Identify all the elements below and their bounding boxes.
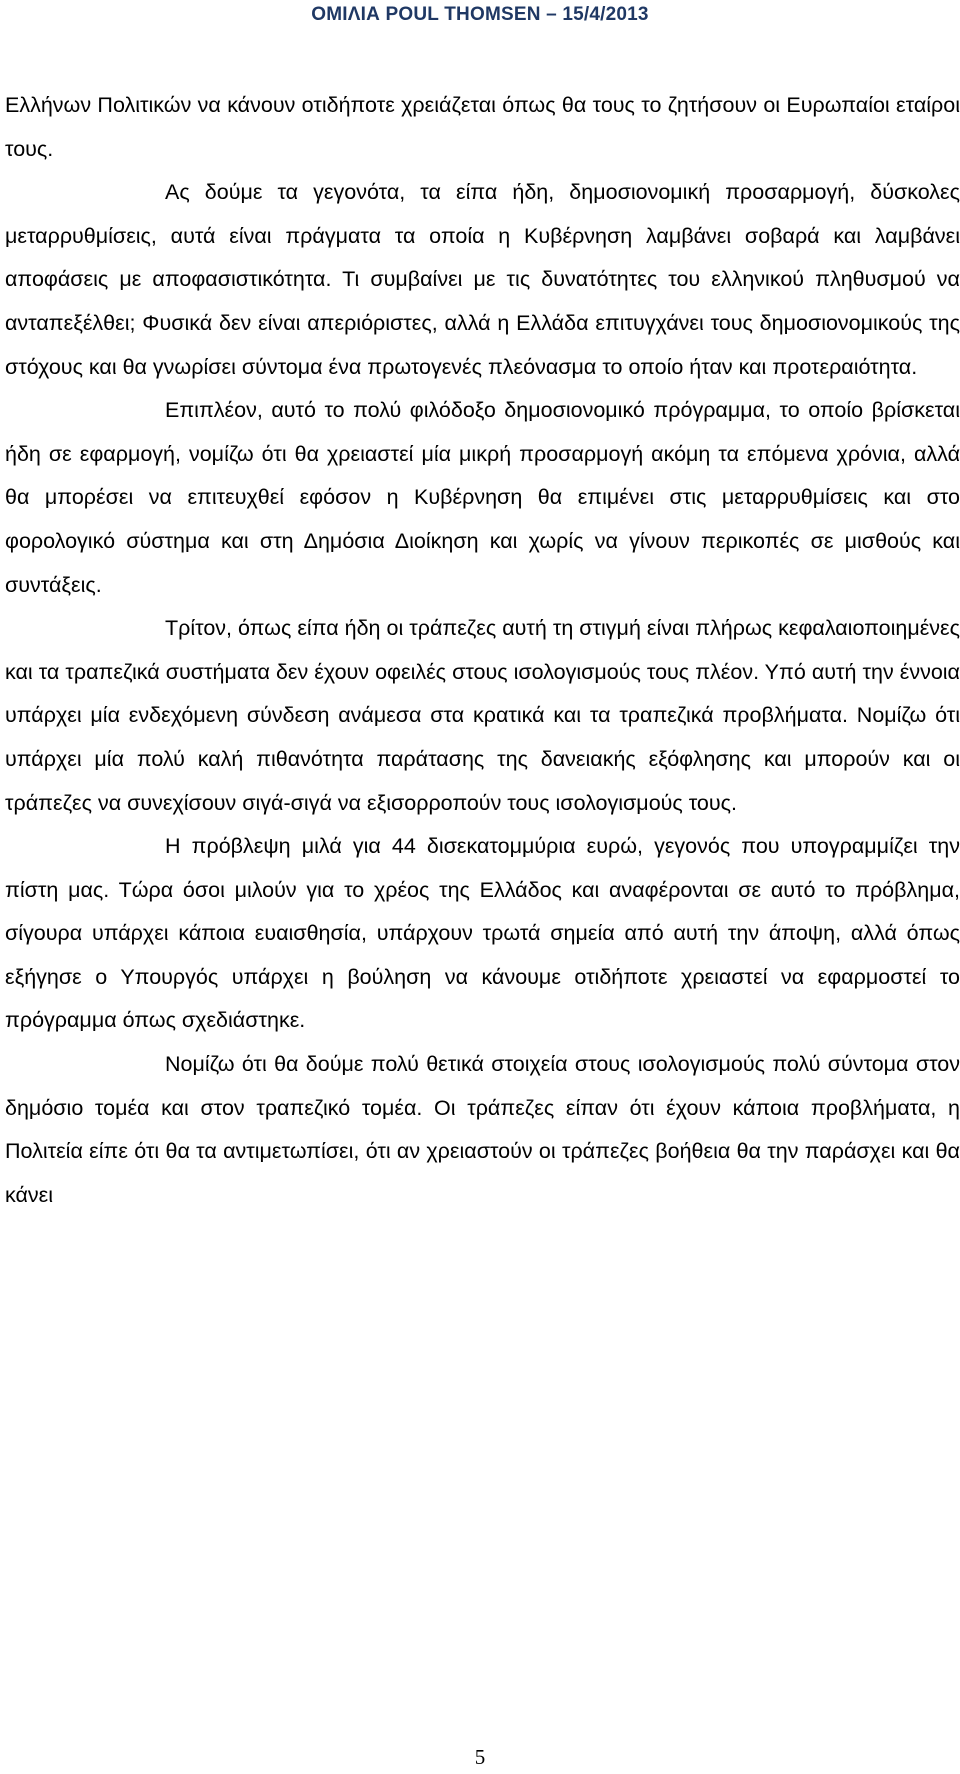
document-body [5,84,960,1217]
paragraph-6: Νομίζω ότι θα δούμε πολύ θετικά στοιχεία στους ισολογισμούς πολύ σύντομα στον δημόσιο τομέα και στον τραπεζικό τομέα. Οι τράπεζες είπαν ότι έχουν κάποια προβλήματα, η Πολιτεία είπε ότι θα τα αντιμετωπίσει, ότι αν χρειαστούν οι τράπεζες βοήθεια θα την παράσχει και θα κάνει [5,1052,960,1207]
paragraph-3: Επιπλέον, αυτό το πολύ φιλόδοξο δημοσιονομικό πρόγραμμα, το οποίο βρίσκεται ήδη σε εφαρμογή, νομίζω ότι θα χρειαστεί μία μικρή προσαρμογή ακόμη τα επόμενα χρόνια, αλλά θα μπορέσει να επιτευχθεί εφόσον η Κυβέρνηση θα επιμένει στις μεταρρυθμίσεις και στο φορολογικό σύστημα και στη Δημόσια Διοίκηση και χωρίς να γίνουν περικοπές σε μισθούς και συντάξεις. [5,398,960,597]
paragraph-4: Τρίτον, όπως είπα ήδη οι τράπεζες αυτή τη στιγμή είναι πλήρως κεφαλαιοποιημένες και τα τραπεζικά συστήματα δεν έχουν οφειλές στους ισολογισμούς τους πλέον. Υπό αυτή την έννοια υπάρχει μία ενδεχόμενη σύνδεση ανάμεσα στα κρατικά και τα τραπεζικά προβλήματα. Νομίζω ότι υπάρχει μία πολύ καλή πιθανότητα παράτασης της δανειακής εξόφλησης και μπορούν και οι τράπεζες να συνεχίσουν σιγά-σιγά να εξισορροπούν τους ισολογισμούς τους. [5,616,960,815]
paragraph-5: Η πρόβλεψη μιλά για 44 δισεκατομμύρια ευρώ, γεγονός που υπογραμμίζει την πίστη μας. Τώρα όσοι μιλούν για το χρέος της Ελλάδος και αναφέρονται σε αυτό το πρόβλημα, σίγουρα υπάρχει κάποια ευαισθησία, υπάρχουν τρωτά σημεία από αυτή την άποψη, αλλά όπως εξήγησε ο Υπουργός υπάρχει η βούληση να κάνουμε οτιδήποτε χρειαστεί να εφαρμοστεί το πρόγραμμα όπως σχεδιάστηκε. [5,834,960,1033]
paragraph-2: Ας δούμε τα γεγονότα, τα είπα ήδη, δημοσιονομική προσαρμογή, δύσκολες μεταρρυθμίσεις, αυτά είναι πράγματα τα οποία η Κυβέρνηση λαμβάνει σοβαρά και λαμβάνει αποφάσεις με αποφασιστικότητα. Τι συμβαίνει με τις δυνατότητες του ελληνικού πληθυσμού να ανταπεξέλθει; Φυσικά δεν είναι απεριόριστες, αλλά η Ελλάδα επιτυγχάνει τους δημοσιονομικούς της στόχους και θα γνωρίσει σύντομα ένα πρωτογενές πλεόνασμα το οποίο ήταν και προτεραιότητα. [5,180,960,379]
page-number: 5 [474,1745,486,1769]
paragraph-1: Ελλήνων Πολιτικών να κάνουν οτιδήποτε χρειάζεται όπως θα τους το ζητήσουν οι Ευρωπαίοι εταίροι τους. [5,93,960,161]
page-header: ΟΜΙΛΙΑ POUL THOMSEN – 15/4/2013 [311,4,649,25]
